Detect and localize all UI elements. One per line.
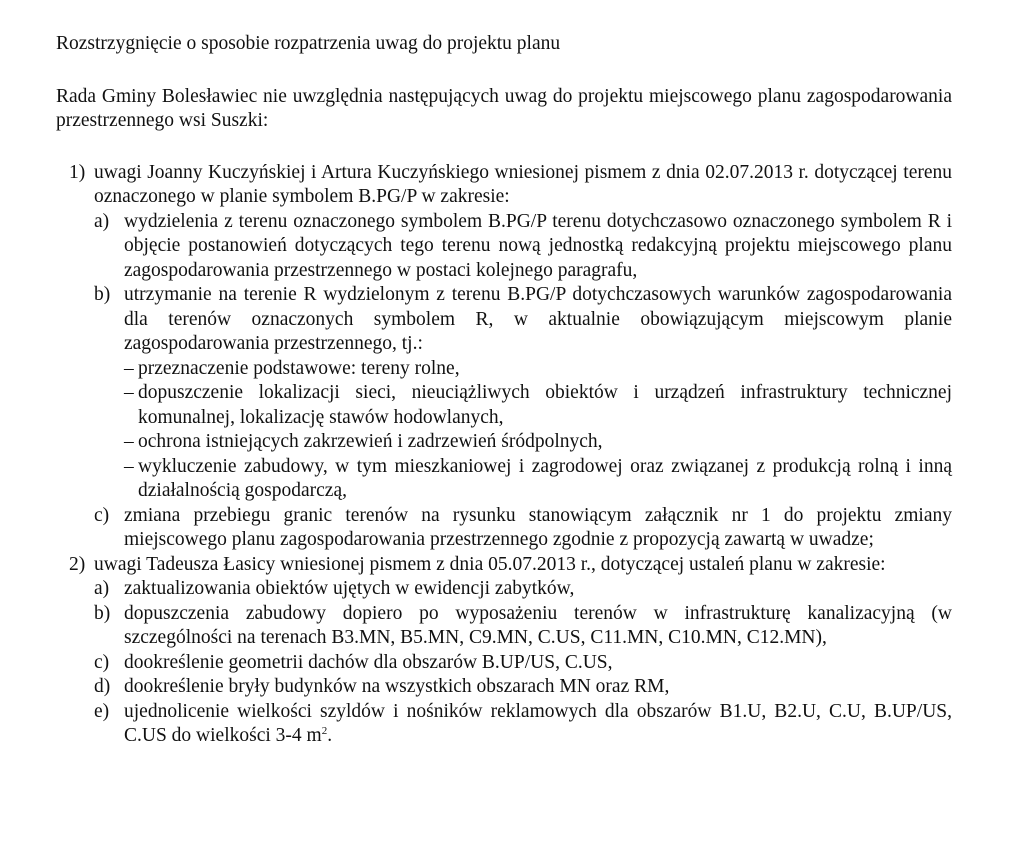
sub-item-letter: b) xyxy=(94,602,111,624)
sub-item-text: zaktualizowania obiektów ujętych w ewidencji zabytków, xyxy=(124,578,575,599)
item-number: 2) xyxy=(69,553,86,575)
sub-item-text-main: ujednolicenie wielkości szyldów i nośników reklamowych dla obszarów B1.U, B2.U, C.U, B.UP/US, C.US do wielkości 3-4 m xyxy=(124,700,952,746)
superscript-unit: 2 xyxy=(321,725,328,737)
dash-marker: – xyxy=(124,431,134,452)
sub-item-a xyxy=(94,577,952,602)
sub-item-letter: a) xyxy=(94,578,110,599)
item-number: 1) xyxy=(69,161,86,183)
document-page xyxy=(56,32,952,749)
sub-item-c xyxy=(94,651,952,676)
document-title: Rozstrzygnięcie o sposobie rozpatrzenia uwag do projektu planu xyxy=(56,33,561,54)
sub-item-letter: b) xyxy=(94,284,111,305)
dash-marker: – xyxy=(124,455,134,477)
dash-item-text: dopuszczenie lokalizacji sieci, nieuciążliwych obiektów i urządzeń infrastruktury technicznej komunalnej, lokalizację stawów hodowlanych, xyxy=(138,382,952,428)
sub-item-letter: d) xyxy=(94,676,111,697)
sub-item-letter: a) xyxy=(94,210,110,232)
objection-item-1 xyxy=(56,161,952,553)
sub-item-text: dopuszczenia zabudowy dopiero po wyposażeniu terenów w infrastrukturę kanalizacyjną (w szczególności na terenach B3.MN, B5.MN, C9.MN, C.US, C11.MN, C10.MN, C12.MN), xyxy=(124,602,952,648)
sub-item-letter: e) xyxy=(94,700,110,722)
objections-list xyxy=(56,161,952,749)
sub-item-a xyxy=(94,210,952,284)
sub-item-text: dookreślenie geometrii dachów dla obszarów B.UP/US, C.US, xyxy=(124,651,613,673)
intro-paragraph: Rada Gminy Bolesławiec nie uwzględnia następujących uwag do projektu miejscowego planu zagospodarowania przestrzennego wsi Suszki: xyxy=(56,85,952,131)
sub-item-letter: c) xyxy=(94,651,110,673)
dash-item xyxy=(124,381,952,430)
objection-item-2 xyxy=(56,553,952,749)
dash-marker: – xyxy=(124,382,134,403)
dash-marker: – xyxy=(124,357,134,379)
sub-item-text: zmiana przebiegu granic terenów na rysunku stanowiącym załącznik nr 1 do projektu zmiany miejscowego planu zagospodarowania przestrzennego zgodnie z propozycją zawartą w uwadze; xyxy=(124,504,952,550)
sub-item-text xyxy=(124,701,952,747)
dash-item xyxy=(124,430,952,455)
dash-item-text: przeznaczenie podstawowe: tereny rolne, xyxy=(138,357,460,379)
item-lead-text: uwagi Tadeusza Łasicy wniesionej pismem z dnia 05.07.2013 r., dotyczącej ustaleń planu w zakresie: xyxy=(94,553,886,575)
sub-item-text: dookreślenie bryły budynków na wszystkich obszarach MN oraz RM, xyxy=(124,676,670,697)
sub-item-text-tail: . xyxy=(327,725,333,746)
sub-item-text: wydzielenia z terenu oznaczonego symbolem B.PG/P terenu dotychczasowo oznaczonego symbolem R i objęcie postanowień dotyczących tego terenu nową jednostką redakcyjną projektu miejscowego planu zagospodarowania przestrzennego w postaci kolejnego paragrafu, xyxy=(124,210,952,281)
sub-item-letter: c) xyxy=(94,504,110,526)
item-lead-text: uwagi Joanny Kuczyńskiej i Artura Kuczyńskiego wniesionej pismem z dnia 02.07.2013 r. dotyczącej terenu oznaczonego w planie symbolem B.PG/P w zakresie: xyxy=(94,161,952,207)
sub-item-text: utrzymanie na terenie R wydzielonym z terenu B.PG/P dotychczasowych warunków zagospodarowania dla terenów oznaczonych symbolem R, w aktualnie obowiązującym miejscowym planie zagospodarowania przestrzennego, tj.: xyxy=(124,284,952,354)
sub-item-e xyxy=(94,700,952,749)
dash-item xyxy=(124,455,952,504)
dash-item-text: ochrona istniejących zakrzewień i zadrzewień śródpolnych, xyxy=(138,431,603,452)
dash-item-text: wykluczenie zabudowy, w tym mieszkaniowej i zagrodowej oraz związanej z produkcją rolną i inną działalnością gospodarczą, xyxy=(138,455,952,501)
sub-item-c xyxy=(94,504,952,553)
dash-item xyxy=(124,357,952,382)
sub-item-b xyxy=(94,602,952,651)
sub-item-b xyxy=(94,283,952,504)
sub-item-d xyxy=(94,675,952,700)
